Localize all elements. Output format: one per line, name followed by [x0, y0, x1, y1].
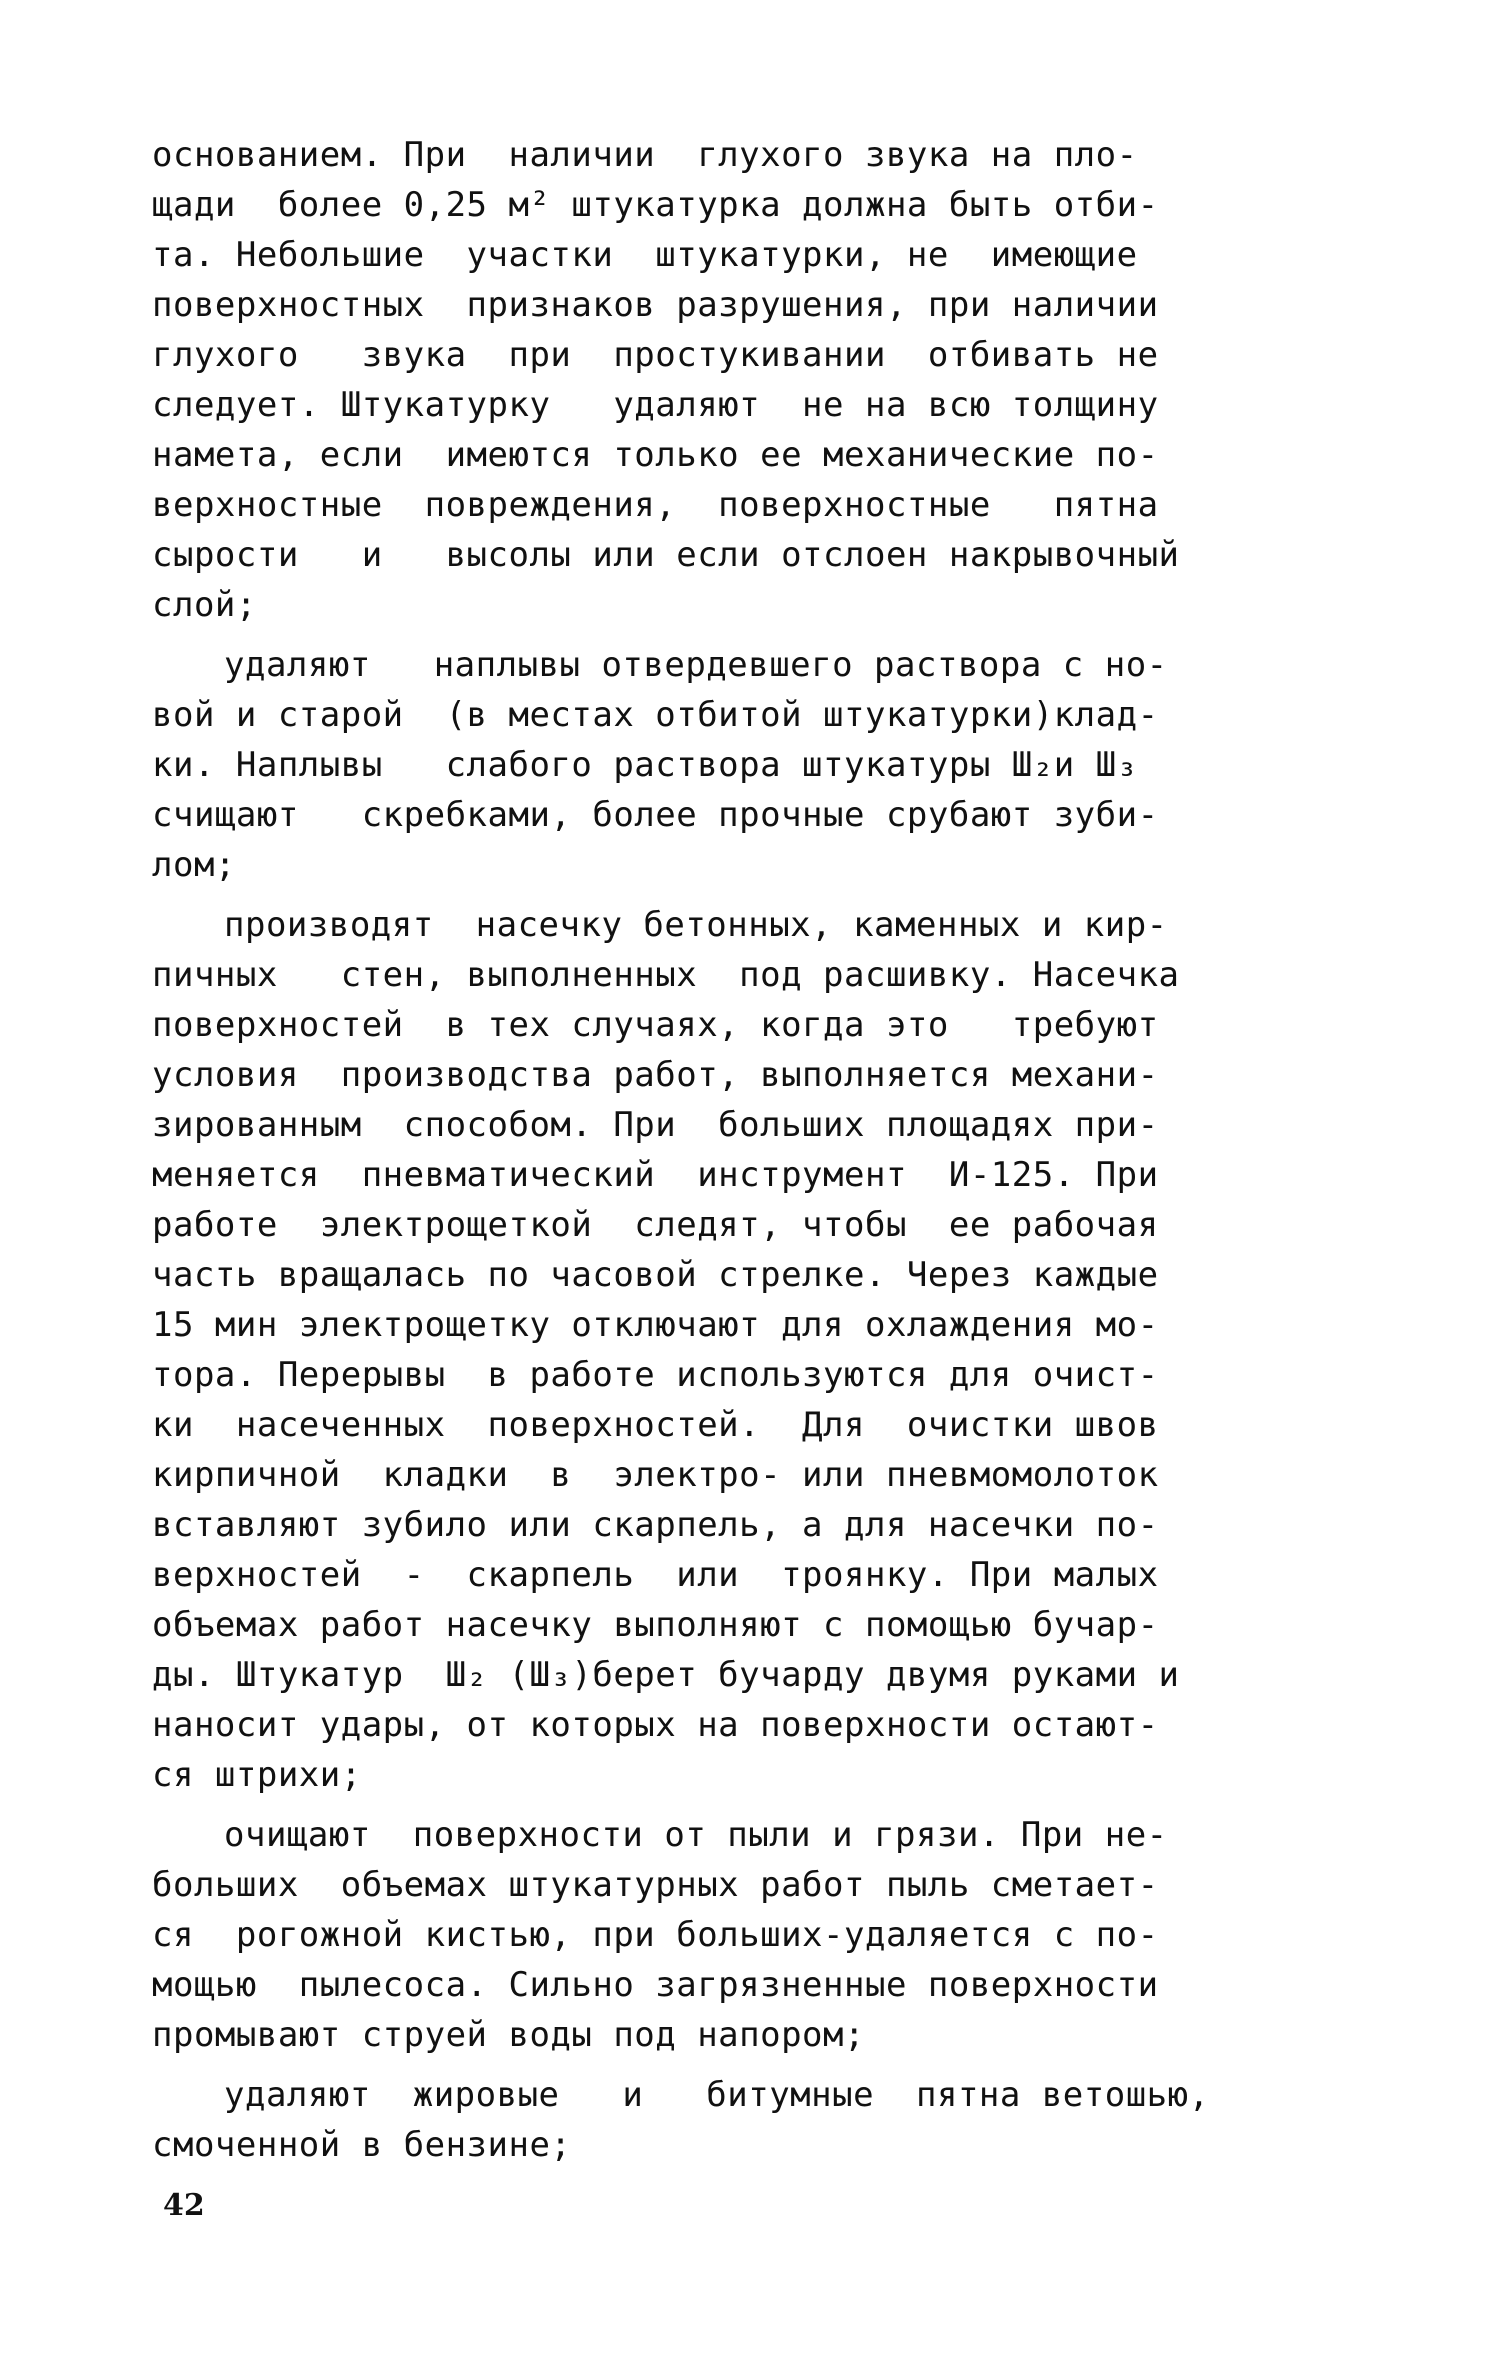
text-line: смоченной в бензине; — [152, 2125, 572, 2165]
text-line: верхностные повреждения, поверхностные пятна — [152, 485, 1159, 525]
text-line: зированным способом. При больших площадях при- — [152, 1105, 1159, 1145]
text-line: очищают поверхности от пыли и грязи. При не- — [224, 1815, 1168, 1855]
paragraph-2 — [152, 640, 1352, 890]
text-line: ся штрихи; — [152, 1755, 362, 1795]
text-line: меняется пневматический инструмент И-125. При — [152, 1155, 1159, 1195]
text-line: 15 мин электрощетку отключают для охлаждения мо- — [152, 1305, 1159, 1345]
text-line: удаляют жировые и битумные пятна ветошью, — [224, 2075, 1210, 2115]
text-line: лом; — [152, 845, 236, 885]
text-line: поверхностных признаков разрушения, при наличии — [152, 285, 1159, 325]
text-line: верхностей - скарпель или троянку. При малых — [152, 1555, 1159, 1595]
text-line: мощью пылесоса. Сильно загрязненные поверхности — [152, 1965, 1159, 2005]
page-body — [152, 130, 1352, 2170]
text-line: сырости и высолы или если отслоен накрывочный — [152, 535, 1180, 575]
paragraph-3 — [152, 900, 1352, 1800]
text-line: ды. Штукатур Ш₂ (Ш₃)берет бучарду двумя руками и — [152, 1655, 1180, 1695]
paragraph-gap — [152, 1800, 1352, 1810]
paragraph-1 — [152, 130, 1352, 630]
text-line: вставляют зубило или скарпель, а для насечки по- — [152, 1505, 1159, 1545]
text-line: работе электрощеткой следят, чтобы ее рабочая — [152, 1205, 1159, 1245]
text-line: та. Небольшие участки штукатурки, не имеющие — [152, 235, 1138, 275]
text-line: следует. Штукатурку удаляют не на всю толщину — [152, 385, 1159, 425]
text-line: условия производства работ, выполняется механи- — [152, 1055, 1159, 1095]
paragraph-gap — [152, 630, 1352, 640]
paragraph-4 — [152, 1810, 1352, 2060]
text-line: наносит удары, от которых на поверхности остают- — [152, 1705, 1159, 1745]
text-line: поверхностей в тех случаях, когда это требуют — [152, 1005, 1159, 1045]
text-line: тора. Перерывы в работе используются для очист- — [152, 1355, 1159, 1395]
page-number: 42 — [163, 2188, 205, 2223]
text-line: удаляют наплывы отвердевшего раствора с но- — [224, 645, 1168, 685]
paragraph-gap — [152, 2060, 1352, 2070]
text-line: больших объемах штукатурных работ пыль сметает- — [152, 1865, 1159, 1905]
text-line: промывают струей воды под напором; — [152, 2015, 865, 2055]
paragraph-5 — [152, 2070, 1352, 2170]
text-line: пичных стен, выполненных под расшивку. Насечка — [152, 955, 1180, 995]
paragraph-gap — [152, 890, 1352, 900]
text-line: намета, если имеются только ее механические по- — [152, 435, 1159, 475]
text-line: часть вращалась по часовой стрелке. Через каждые — [152, 1255, 1159, 1295]
text-line: основанием. При наличии глухого звука на пло- — [152, 135, 1138, 175]
text-line: ки насеченных поверхностей. Для очистки швов — [152, 1405, 1159, 1445]
text-line: кирпичной кладки в электро- или пневмомолоток — [152, 1455, 1159, 1495]
text-line: счищают скребками, более прочные срубают зуби- — [152, 795, 1159, 835]
text-line: производят насечку бетонных, каменных и кир- — [224, 905, 1168, 945]
text-line: ки. Наплывы слабого раствора штукатуры Ш₂и Ш₃ — [152, 745, 1138, 785]
text-line: вой и старой (в местах отбитой штукатурки)клад- — [152, 695, 1159, 735]
text-line: слой; — [152, 585, 257, 625]
text-line: глухого звука при простукивании отбивать не — [152, 335, 1159, 375]
text-line: объемах работ насечку выполняют с помощью бучар- — [152, 1605, 1159, 1645]
text-line: ся рогожной кистью, при больших-удаляется с по- — [152, 1915, 1159, 1955]
text-line: щади более 0,25 м² штукатурка должна быть отби- — [152, 185, 1159, 225]
